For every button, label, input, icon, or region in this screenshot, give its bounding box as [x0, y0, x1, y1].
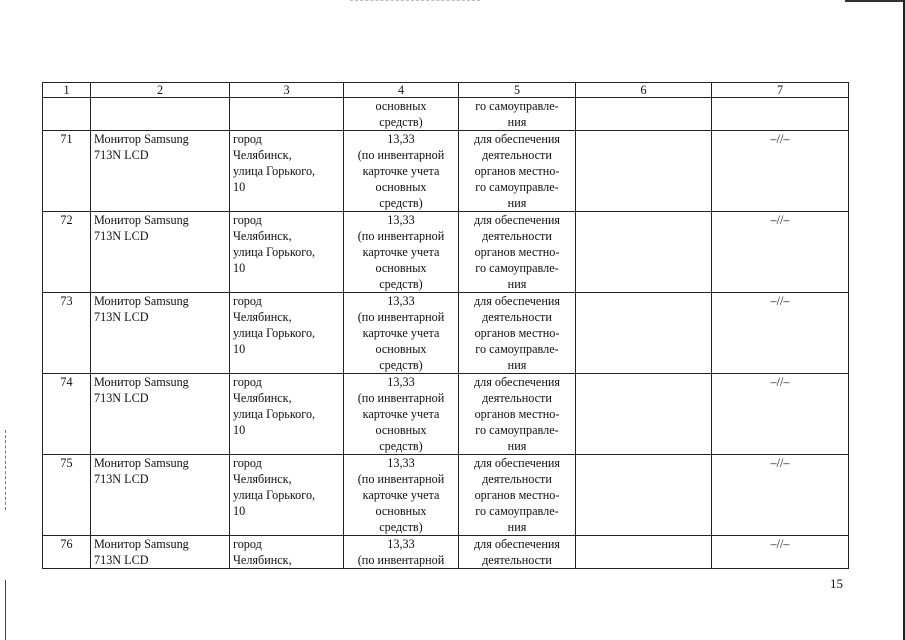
item-name-cell: [91, 455, 230, 536]
cell-text: город: [233, 132, 262, 146]
scan-artifact-top: [350, 0, 480, 3]
cell-text: (по инвентарной: [357, 391, 445, 405]
cell-text: основных: [375, 180, 427, 194]
note-cell: –//–: [712, 212, 849, 293]
table-row: [43, 131, 849, 212]
cell-text: город: [233, 213, 262, 227]
cell-text: Челябинск,: [233, 229, 292, 243]
address-cell: [230, 293, 344, 374]
cell-text: органов местно-: [474, 245, 560, 259]
continuation-value-cell: [344, 98, 459, 131]
cell-text: 713N LCD: [94, 148, 149, 162]
cell-text: Челябинск,: [233, 148, 292, 162]
address-cell: [230, 212, 344, 293]
cell-text: деятельности: [482, 553, 552, 567]
cell-text: органов местно-: [474, 326, 560, 340]
scan-artifact-left-bottom: [5, 580, 6, 640]
cell-text: карточке учета: [362, 407, 440, 421]
address-cell: [230, 374, 344, 455]
cell-text: ния: [507, 196, 527, 210]
purpose-cell: [459, 212, 576, 293]
cell-text: (по инвентарной: [357, 472, 445, 486]
cell-text: ния: [507, 115, 527, 129]
cell-text: 10: [233, 342, 246, 356]
table-row: [43, 212, 849, 293]
cell-text: го самоуправле-: [475, 423, 559, 437]
item-name-cell: [91, 536, 230, 569]
column-6-cell: [576, 455, 712, 536]
cell-text: основных: [375, 99, 427, 113]
page-number: 15: [830, 576, 843, 591]
header-row: [43, 83, 849, 98]
continuation-row: [43, 98, 849, 131]
cell-text: Челябинск,: [233, 472, 292, 486]
cell-empty: [712, 98, 849, 131]
cell-text: 13,33: [387, 456, 415, 470]
cell-text: средств): [379, 115, 423, 129]
item-name-cell: [91, 212, 230, 293]
cell-text: го самоуправле-: [475, 261, 559, 275]
value-cell: [344, 293, 459, 374]
cell-text: основных: [375, 261, 427, 275]
cell-text: 13,33: [387, 132, 415, 146]
table-row: [43, 374, 849, 455]
cell-text: (по инвентарной: [357, 229, 445, 243]
value-cell: [344, 212, 459, 293]
column-6-cell: [576, 212, 712, 293]
cell-text: город: [233, 537, 262, 551]
cell-empty: [91, 98, 230, 131]
cell-text: ния: [507, 520, 527, 534]
cell-text: деятельности: [482, 148, 552, 162]
cell-text: Монитор Samsung: [94, 132, 189, 146]
cell-text: ния: [507, 358, 527, 372]
cell-text: 13,33: [387, 294, 415, 308]
column-6-cell: [576, 536, 712, 569]
cell-text: улица Горького,: [233, 407, 316, 421]
property-table: [42, 82, 849, 569]
scan-artifact-top-right: [845, 0, 905, 6]
purpose-cell: [459, 374, 576, 455]
cell-text: город: [233, 456, 262, 470]
cell-text: улица Горького,: [233, 326, 316, 340]
row-number-cell: 71: [43, 131, 91, 212]
cell-text: средств): [379, 358, 423, 372]
table-body: [43, 98, 849, 569]
row-number-cell: 76: [43, 536, 91, 569]
cell-text: средств): [379, 196, 423, 210]
cell-text: го самоуправле-: [475, 342, 559, 356]
cell-text: Монитор Samsung: [94, 294, 189, 308]
note-cell: –//–: [712, 293, 849, 374]
cell-text: органов местно-: [474, 407, 560, 421]
value-cell: [344, 374, 459, 455]
header-col-6: 6: [576, 83, 712, 98]
cell-text: улица Горького,: [233, 164, 316, 178]
note-cell: –//–: [712, 374, 849, 455]
column-6-cell: [576, 374, 712, 455]
cell-text: средств): [379, 520, 423, 534]
cell-text: (по инвентарной: [357, 148, 445, 162]
cell-text: 713N LCD: [94, 553, 149, 567]
cell-text: ния: [507, 277, 527, 291]
cell-text: Челябинск,: [233, 553, 292, 567]
cell-text: основных: [375, 423, 427, 437]
cell-text: Монитор Samsung: [94, 375, 189, 389]
cell-text: основных: [375, 504, 427, 518]
value-cell: [344, 131, 459, 212]
cell-text: 13,33: [387, 213, 415, 227]
purpose-cell: [459, 131, 576, 212]
cell-text: для обеспечения: [473, 375, 560, 389]
cell-text: карточке учета: [362, 488, 440, 502]
purpose-cell: [459, 293, 576, 374]
address-cell: [230, 536, 344, 569]
cell-text: 13,33: [387, 375, 415, 389]
cell-text: основных: [375, 342, 427, 356]
item-name-cell: [91, 293, 230, 374]
item-name-cell: [91, 131, 230, 212]
address-cell: [230, 455, 344, 536]
cell-text: для обеспечения: [473, 132, 560, 146]
cell-text: деятельности: [482, 310, 552, 324]
row-number-cell: 73: [43, 293, 91, 374]
cell-text: улица Горького,: [233, 245, 316, 259]
cell-text: (по инвентарной: [357, 310, 445, 324]
purpose-cell: [459, 536, 576, 569]
cell-text: улица Горького,: [233, 488, 316, 502]
cell-text: ния: [507, 439, 527, 453]
cell-text: город: [233, 375, 262, 389]
cell-empty: [576, 98, 712, 131]
header-col-1: 1: [43, 83, 91, 98]
header-col-5: 5: [459, 83, 576, 98]
header-col-4: 4: [344, 83, 459, 98]
cell-text: для обеспечения: [473, 213, 560, 227]
cell-text: карточке учета: [362, 326, 440, 340]
cell-text: Монитор Samsung: [94, 537, 189, 551]
address-cell: [230, 131, 344, 212]
cell-text: для обеспечения: [473, 537, 560, 551]
cell-text: 713N LCD: [94, 310, 149, 324]
continuation-purpose-cell: [459, 98, 576, 131]
cell-text: город: [233, 294, 262, 308]
value-cell: [344, 536, 459, 569]
row-number-cell: 72: [43, 212, 91, 293]
scan-artifact-left: [5, 430, 6, 510]
cell-text: для обеспечения: [473, 294, 560, 308]
header-col-7: 7: [712, 83, 849, 98]
cell-text: деятельности: [482, 472, 552, 486]
row-number-cell: 74: [43, 374, 91, 455]
cell-text: 10: [233, 423, 246, 437]
cell-text: карточке учета: [362, 164, 440, 178]
cell-text: 10: [233, 261, 246, 275]
cell-text: го самоуправле-: [475, 99, 559, 113]
cell-text: карточке учета: [362, 245, 440, 259]
cell-text: Челябинск,: [233, 391, 292, 405]
purpose-cell: [459, 455, 576, 536]
cell-text: Монитор Samsung: [94, 213, 189, 227]
cell-text: (по инвентарной: [357, 553, 445, 567]
cell-text: для обеспечения: [473, 456, 560, 470]
column-6-cell: [576, 293, 712, 374]
cell-text: органов местно-: [474, 164, 560, 178]
cell-text: 713N LCD: [94, 229, 149, 243]
cell-text: 10: [233, 504, 246, 518]
cell-text: деятельности: [482, 229, 552, 243]
note-cell: –//–: [712, 131, 849, 212]
header-col-2: 2: [91, 83, 230, 98]
value-cell: [344, 455, 459, 536]
cell-text: 713N LCD: [94, 391, 149, 405]
cell-text: средств): [379, 439, 423, 453]
cell-text: 13,33: [387, 537, 415, 551]
row-number-cell: 75: [43, 455, 91, 536]
header-col-3: 3: [230, 83, 344, 98]
table-row: [43, 455, 849, 536]
note-cell: –//–: [712, 536, 849, 569]
cell-text: Монитор Samsung: [94, 456, 189, 470]
cell-text: 10: [233, 180, 246, 194]
note-cell: –//–: [712, 455, 849, 536]
cell-text: Челябинск,: [233, 310, 292, 324]
item-name-cell: [91, 374, 230, 455]
cell-text: го самоуправле-: [475, 180, 559, 194]
cell-text: 713N LCD: [94, 472, 149, 486]
cell-text: средств): [379, 277, 423, 291]
column-6-cell: [576, 131, 712, 212]
cell-empty: [43, 98, 91, 131]
table-row: [43, 293, 849, 374]
cell-text: органов местно-: [474, 488, 560, 502]
cell-text: деятельности: [482, 391, 552, 405]
cell-empty: [230, 98, 344, 131]
cell-text: го самоуправле-: [475, 504, 559, 518]
table-row: [43, 536, 849, 569]
